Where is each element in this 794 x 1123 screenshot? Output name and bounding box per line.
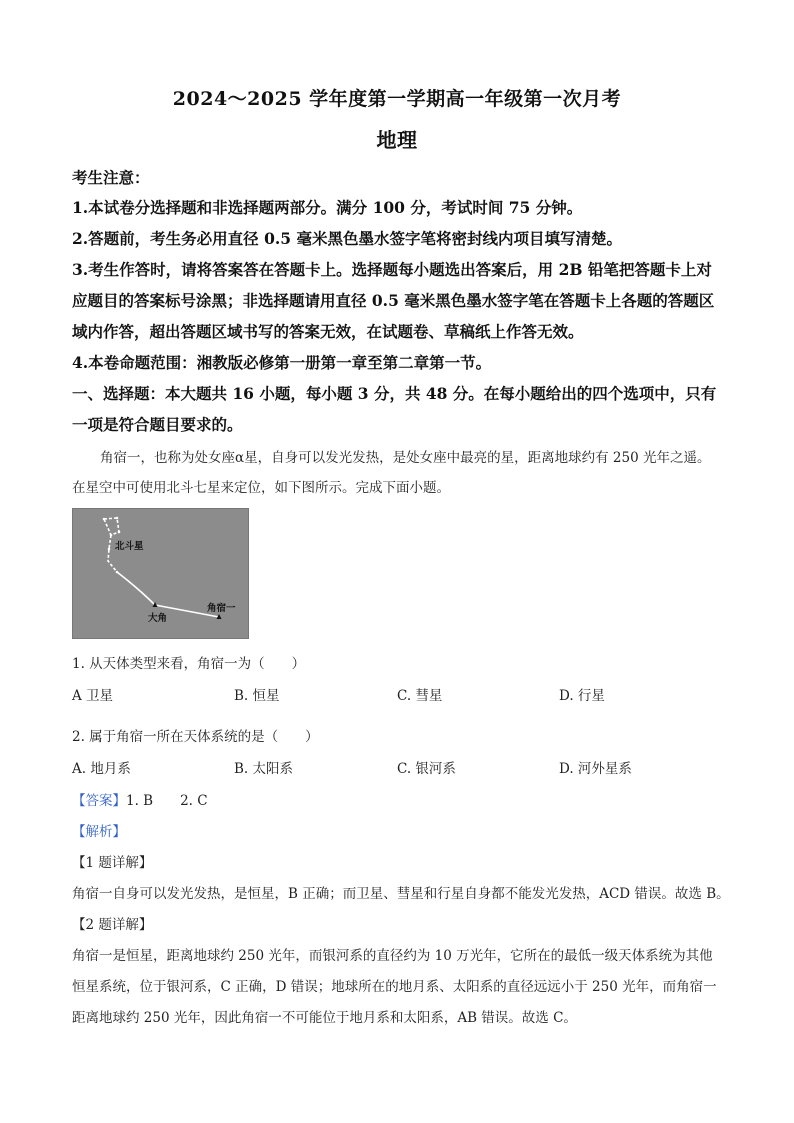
material-line-2: 在星空中可使用北斗七星来定位，如下图所示。完成下面小题。 bbox=[72, 480, 450, 496]
star-dot bbox=[110, 534, 113, 537]
star-dot bbox=[116, 517, 119, 520]
q2-detail-heading: 【2 题详解】 bbox=[72, 917, 153, 933]
notice-line-2: 2.答题前，考生务必用直径 0.5 毫米黑色墨水签字笔将密封线内项目填写清楚。 bbox=[72, 229, 622, 248]
q1-option-b: B. 恒星 bbox=[234, 688, 280, 704]
answer-line bbox=[72, 789, 208, 809]
label-beidou: 北斗星 bbox=[115, 541, 144, 552]
notice-line-5: 域内作答，超出答题区域书写的答案无效，在试题卷、草稿纸上作答无效。 bbox=[72, 322, 584, 341]
notice-heading: 考生注意： bbox=[72, 168, 150, 187]
dipper-bowl bbox=[104, 518, 119, 535]
q2-detail-line-3: 距离地球约 250 光年，因此角宿一不可能位于地月系和太阳系，AB 错误。故选 C。 bbox=[72, 1010, 577, 1026]
star-map-figure bbox=[72, 508, 249, 639]
q1-detail-heading: 【1 题详解】 bbox=[72, 855, 153, 871]
q2-option-a: A. 地月系 bbox=[72, 761, 131, 777]
q1-option-d: D. 行星 bbox=[559, 688, 605, 704]
q1-option-c: C. 彗星 bbox=[397, 688, 443, 704]
exam-title: 2024～2025 学年度第一学期高一年级第一次月考 bbox=[172, 88, 622, 110]
analysis-label: 【解析】 bbox=[72, 824, 126, 840]
star-map-svg bbox=[73, 509, 248, 638]
q2-option-d: D. 河外星系 bbox=[559, 761, 632, 777]
star-dot bbox=[103, 518, 106, 521]
question-2-stem: 2. 属于角宿一所在天体系统的是（ ） bbox=[72, 729, 319, 745]
q2-option-c: C. 银河系 bbox=[397, 761, 456, 777]
notice-line-1: 1.本试卷分选择题和非选择题两部分。满分 100 分，考试时间 75 分钟。 bbox=[72, 198, 583, 217]
label-dajiao: 大角 bbox=[148, 613, 168, 624]
label-jiaosu: 角宿一 bbox=[207, 603, 236, 614]
q1-option-a: A 卫星 bbox=[72, 688, 114, 704]
star-dot bbox=[118, 531, 121, 534]
question-1-stem: 1. 从天体类型来看，角宿一为（ ） bbox=[72, 656, 306, 672]
q2-detail-line-2: 恒星系统，位于银河系，C 正确，D 错误；地球所在的地月系、太阳系的直径远远小于 250 光年，而角宿一 bbox=[72, 979, 717, 995]
notice-line-3: 3.考生作答时，请将答案答在答题卡上。选择题每小题选出答案后，用 2B 铅笔把答题卡上对 bbox=[72, 260, 712, 279]
section-heading-line-1: 一、选择题：本大题共 16 小题，每小题 3 分，共 48 分。在每小题给出的四个选项中，只有 bbox=[72, 384, 717, 403]
answer-label: 【答案】 bbox=[72, 793, 126, 809]
star-dot bbox=[108, 548, 111, 551]
q1-detail-text: 角宿一自身可以发光发热，是恒星，B 正确；而卫星、彗星和行星自身都不能发光发热，ACD 错误。故选 B。 bbox=[72, 886, 730, 902]
arc-to-arcturus bbox=[117, 572, 155, 605]
subject-title: 地理 bbox=[376, 128, 418, 152]
section-heading-line-2: 一项是符合题目要求的。 bbox=[72, 415, 243, 434]
material-line-1: 角宿一，也称为处女座α星，自身可以发光发热，是处女座中最亮的星，距离地球约有 250 光年之遥。 bbox=[100, 450, 711, 466]
answer-text: 1. B 2. C bbox=[126, 793, 208, 809]
q2-option-b: B. 太阳系 bbox=[234, 761, 294, 777]
star-dot bbox=[116, 571, 119, 574]
notice-line-6: 4.本卷命题范围：湘教版必修第一册第一章至第二章第一节。 bbox=[72, 353, 492, 372]
q2-detail-line-1: 角宿一是恒星，距离地球约 250 光年，而银河系的直径约为 10 万光年，它所在的最低一级天体系统为其他 bbox=[72, 948, 713, 964]
notice-line-4: 应题目的答案标号涂黑；非选择题请用直径 0.5 毫米黑色墨水签字笔在答题卡上各题的答题区 bbox=[72, 291, 715, 310]
